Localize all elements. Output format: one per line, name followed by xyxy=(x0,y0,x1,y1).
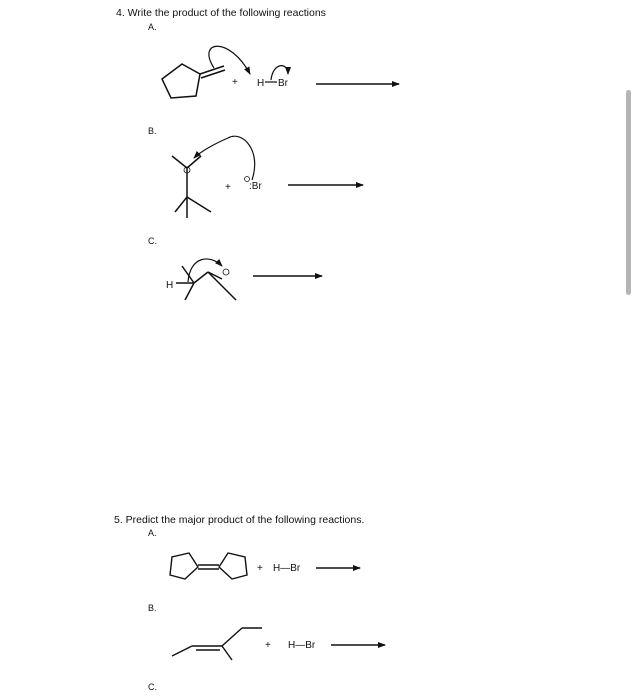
q5a-bicyclopentylidene xyxy=(170,553,247,579)
q5-part-c-label: C. xyxy=(148,682,157,692)
question-5-title: 5. Predict the major product of the following reactions. xyxy=(114,514,365,526)
q5b-plus: + xyxy=(265,640,271,651)
q4b-plus: + xyxy=(225,182,231,193)
question-4-title: 4. Write the product of the following reactions xyxy=(116,7,326,19)
q4c-carbocation-skeleton xyxy=(176,266,236,300)
q4c-hydrogen: H xyxy=(166,280,174,291)
q5-part-b-label: B. xyxy=(148,603,157,613)
q5-part-a-label: A. xyxy=(148,528,157,538)
q4-part-b-label: B. xyxy=(148,126,157,136)
q4b-bromide: :Br xyxy=(249,181,262,192)
q4b-carbocation-skeleton xyxy=(172,156,211,218)
svg-text:Br: Br xyxy=(278,78,288,89)
q5b-hbr: H—Br xyxy=(288,640,316,651)
q4a-hbr xyxy=(257,78,289,89)
q4a-curved-arrow-alkene xyxy=(209,46,250,74)
vertical-scrollbar[interactable] xyxy=(626,90,631,295)
q4-part-c-label: C. xyxy=(148,236,157,246)
q4a-plus: + xyxy=(232,77,238,88)
q5a-hbr: H—Br xyxy=(273,563,301,574)
q4c-positive-charge-icon xyxy=(223,269,229,275)
q5b-alkene-skeleton xyxy=(172,628,262,660)
q5a-plus: + xyxy=(257,563,263,574)
q4a-methylenecyclopentane xyxy=(162,64,225,98)
q4-part-a-label: A. xyxy=(148,22,157,32)
svg-text:H: H xyxy=(257,78,265,89)
q4b-curved-arrow xyxy=(194,136,255,180)
q4c-curved-arrow xyxy=(188,259,222,282)
